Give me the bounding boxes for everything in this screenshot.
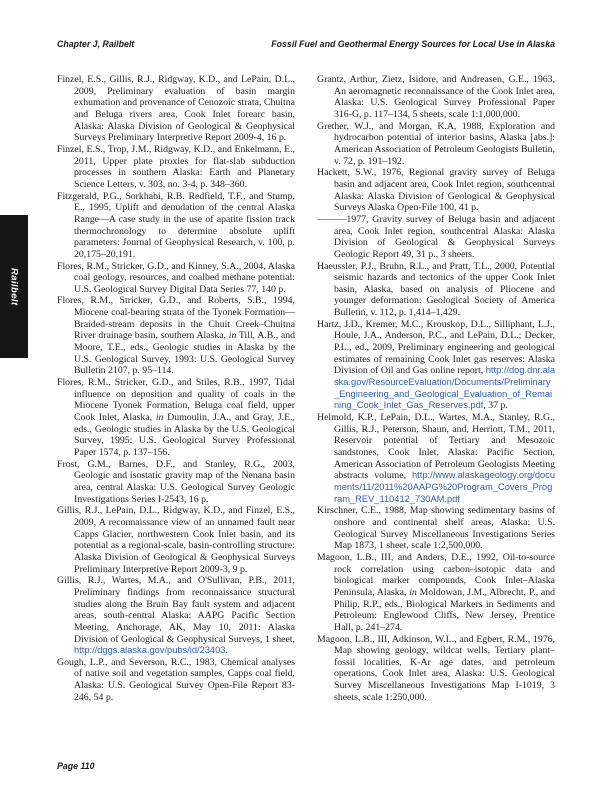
reference-entry (57, 295, 295, 377)
reference-entry (57, 261, 295, 296)
reference-text: Dumoulin, J.A., and Gray, J.E., eds., Geologic studies in Alaska by the U.S. Geological Survey, 1995: U.S. Geological Survey Professional Paper 1574, p. 137–156. (74, 412, 296, 458)
reference-italic-text: in (409, 586, 417, 598)
reference-entry (57, 657, 295, 704)
reference-text: Fitzgerald, P.G., Sorkhabi, R.B. Redfield, T.F., and Stump, E., 1995, Uplift and denudation of the central Alaska Range—A case study in the use of apatite fission track thermochronology to determine absolute uplift parameters: Journal of Geophysical Research, v. 100, p. 20,175–20,191. (57, 190, 295, 260)
reference-text: Helmold, K.P., LePain, D.L., Wartes, M.A., Stanley, R.G., Gillis, R.J., Peterson, Shaun, and, Herriott, T.M., 2011, Reservoir potential of Tertiary and Mesozoic sandstones, Cook Inlet, Alaska: Pacific Section, American Association of Petroleum Geologists Meeting abstracts volume, (317, 412, 555, 482)
reference-text: Flores, R.M., Stricker, G.D., and Kinney, S.A., 2004, Alaska coal geology, resources, and coalbed methane potential: U.S. Geological Survey Digital Data Series 77, 140 p. (57, 260, 295, 295)
reference-link[interactable]: http://dog.dnr.alaska.gov/ResourceEvaluation/Documents/Preliminary_Engineering_and_Geological_Evaluation_of_Remaining_Cook_Inlet_Gas_Reserves.pdf (334, 365, 555, 411)
side-tab-label: Railbelt (8, 267, 20, 306)
reference-text: Flores, R.M., Stricker, G.D., and Stiles, R.B., 1997, Tidal influence on deposition and quality of coals in the Miocene Tyonek Formation, Beluga coal field, upper Cook Inlet, Alaska, (57, 377, 295, 424)
reference-text: Magoon, L.B., III, Adkinson, W.L., and Egbert, R.M., 1976, Map showing geology, wildcat wells, Tertiary plant–fossil localities, K-Ar age dates, and petroleum operations, Cook Inlet area, Alaska: U.S. Geological Survey Miscellaneous Investigations Map I-1019, 3 sheets, scale 1:250,000. (317, 633, 555, 703)
reference-entry (317, 634, 555, 704)
page-footer (57, 761, 95, 771)
header-chapter-label: Chapter J, Railbelt (57, 39, 135, 49)
reference-text: Gough, L.P., and Severson, R.C., 1983, Chemical analyses of native soil and vegetation samples, Capps coal field, Alaska: U.S. Geological Survey Open-File Report 83-246, 54 p. (57, 656, 295, 703)
reference-link[interactable]: http://dggs.alaska.gov/pubs/id/23403 (74, 645, 226, 656)
reference-entry (57, 505, 295, 575)
reference-entry (317, 319, 555, 412)
reference-entry (317, 261, 555, 319)
reference-text: Moldowan, J.M., Albrecht, P., and Philip, R.P., eds., Biological Markers in Sediments and Petroleum: Englewood Cliffs, New Jersey, Prentice Hall, p. 241–274. (334, 586, 555, 633)
reference-link[interactable]: http://www.alaskageology.org/documents/11/2011%20AAPG%20Program_Covers_Program_REV_110412_730AM.pdf (334, 470, 555, 504)
header-report-title: Fossil Fuel and Geothermal Energy Sources for Local Use in Alaska (271, 39, 555, 49)
reference-entry (57, 377, 295, 459)
reference-text: Haeussler, P.J., Bruhn, R.L., and Pratt, T.L., 2000, Potential seismic hazards and tectonics of the upper Cook Inlet basin, Alaska, based on analysis of Pliocene and younger deformation: Geological Society of America Bulletin, v. 112, p. 1,414–1,429. (317, 260, 555, 319)
reference-entry (317, 74, 555, 121)
reference-text: Magoon, L.B., III, and Anders, D.E., 1992, Oil-to-source rock correlation using carbon–isotopic data and biological marker compounds, Cook Inlet–Alaska Peninsula, Alaska, (317, 551, 555, 598)
reference-entry (317, 214, 555, 261)
reference-text: Grether, W.J., and Morgan, K.A, 1988, Exploration and hydrocarbon potential of interior basins, Alaska [abs.]: American Association of Petroleum Geologists Bulletin, v. 72, p. 191–192. (317, 120, 555, 167)
reference-text: Kirschner, C.E., 1988, Map showing sedimentary basins of onshore and continental shelf areas, Alaska: U.S. Geological Survey Miscellaneous Investigations Series Map 1873, 1 sheet, scale 1:2,500,000. (317, 505, 555, 552)
reference-text: Hackett, S.W., 1976, Regional gravity survey of Beluga basin and adjacent area, Cook Inlet region, southcentral Alaska: Alaska Division of Geological & Geophysical Surveys Alaska Open-File 100, 41 p. (317, 167, 555, 214)
reference-entry (57, 191, 295, 261)
reference-columns (57, 74, 555, 703)
reference-text: Till, A.B., and Moore, T.E., eds., Geologic studies in Alaska by the U.S. Geological Survey, 1993: U.S. Geological Survey Bulletin 2107, p. 95–114. (74, 330, 295, 377)
references-column-right (317, 74, 555, 703)
reference-entry (317, 167, 555, 214)
railbelt-side-tab (0, 215, 28, 358)
reference-text: Gillis, R.J., Wartes, M.A., and O'Sullivan, P.B., 2011, Preliminary findings from reconnaissance structural studies along the Bruin Bay fault system and adjacent areas, south-central Alaska: AAPG Pacific Section Meeting, Anchorage, AK, May 10, 2011: Alaska Division of Geological & Geophysical Surveys, 1 sheet, (57, 575, 295, 645)
reference-entry (317, 552, 555, 634)
reference-text: ———1977, Gravity survey of Beluga basin and adjacent area, Cook Inlet region, southcentral Alaska: Alaska Division of Geological & Geophysical Surveys Geologic Report 49, 31 p., 3 sheets. (317, 213, 555, 260)
page-header (57, 39, 555, 49)
reference-text: Hartz, J.D., Kremer, M.C., Krouskop, D.L., Silliphant, L.J., Houle, J.A., Anderson, P.C., and LePain, D.L.; Decker, P.L., ed., 2009, Preliminary engineering and geological estimates of remaining Cook Inlet gas reserves: Alaska Division of Oil and Gas online report, (317, 318, 555, 377)
reference-entry (57, 575, 295, 657)
reference-entry (317, 505, 555, 552)
page-number-label: Page 110 (57, 761, 95, 771)
reference-entry (317, 121, 555, 168)
reference-italic-text: in (228, 330, 237, 342)
reference-text: Finzel, E.S., Trop, J.M., Ridgway, K.D., and Enkelmann, E., 2011, Upper plate proxies for flat-slab subduction processes in southern Alaska: Earth and Planetary Science Letters, v. 303, no. 3-4, p. 348–360. (57, 143, 295, 190)
reference-entry (57, 459, 295, 506)
reference-italic-text: in (155, 412, 164, 424)
reference-text: Flores, R.M., Stricker, G.D., and Roberts, S.B., 1994, Miocene coal-bearing strata of the Tyonek Formation—Braided-stream deposits in the Chuit Creek–Chuitna River drainage basin, southern Alaska, (57, 295, 295, 342)
references-column-left (57, 74, 295, 703)
reference-text: Grantz, Arthur, Zietz, Isidore, and Andreasen, G.E., 1963, An aeromagnetic reconnaissance of the Cook Inlet area, Alaska: U.S. Geological Survey Professional Paper 316-G, p. 117–134, 5 sheets, scale 1:1,000,000. (317, 74, 555, 120)
reference-text: Finzel, E.S., Gillis, R.J., Ridgway, K.D., and LePain, D.L., 2009, Preliminary evaluation of basin margin exhumation and provenance of Cenozoic strata, Chuitna and Beluga rivers area, Cook Inlet forearc basin, Alaska: Alaska Division of Geological & Geophysical Surveys Preliminary Interpretive Report 2009-4, 16 p. (57, 74, 295, 144)
reference-text: . (225, 645, 228, 657)
reference-entry (317, 412, 555, 505)
reference-text: Frost, G.M., Barnes, D.F., and Stanley, R.G., 2003, Geologic and isostatic gravity map of the Nenana basin area, central Alaska: U.S. Geological Survey Geologic Investigations Series I-2543, 16 p. (57, 458, 295, 505)
reference-entry (57, 144, 295, 191)
reference-text: Gillis, R.J., LePain, D.L., Ridgway, K.D., and Finzel, E.S., 2009, A reconnaissance view of an unnamed fault near Capps Glacier, northwestern Cook Inlet basin, and its potential as a regional-scale, basin-controlling structure: Alaska Division of Geological & Geophysical Surveys Preliminary Interpretive Report 2009-3, 9 p. (57, 505, 295, 575)
reference-text: , 37 p. (483, 400, 508, 412)
reference-entry (57, 74, 295, 144)
